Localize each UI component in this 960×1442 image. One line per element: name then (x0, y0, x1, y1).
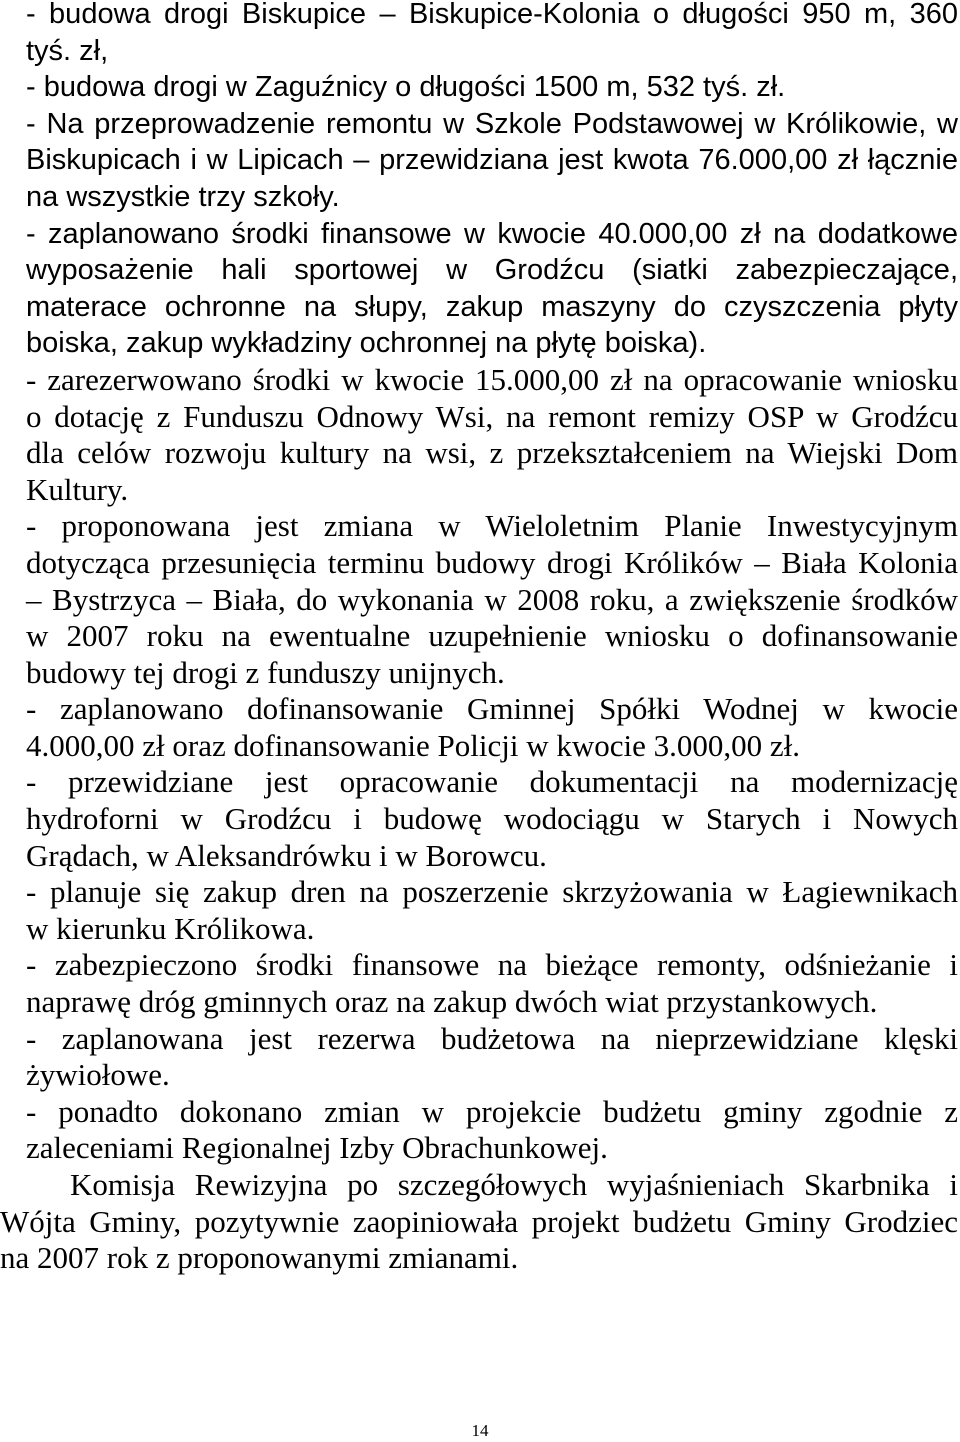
page-number: 14 (471, 1421, 489, 1440)
text-line: na wszystkie trzy szkoły. (26, 180, 340, 213)
text-line: żywiołowe. (26, 1057, 170, 1093)
paragraph-committee-conclusion (0, 1167, 958, 1277)
text-line: tyś. zł, (26, 34, 109, 67)
text-line: materace ochronne na słupy, zakup maszyny do czyszczenia płyty (26, 290, 958, 323)
text-line: Komisja Rewizyjna po szczegółowych wyjaśnieniach Skarbnika i (70, 1167, 958, 1202)
text-line: hydroforni w Grodźcu i budowę wodociągu w Starych i Nowych (26, 801, 958, 837)
text-line: dotycząca przesunięcia terminu budowy drogi Królików – Biała Kolonia (26, 544, 958, 580)
paragraph-drains (26, 874, 958, 947)
text-line: - zaplanowano dofinansowanie Gminnej Spółki Wodnej w kwocie (26, 691, 958, 727)
text-line: Biskupicach i w Lipicach – przewidziana jest kwota 76.000,00 zł łącznie (26, 144, 958, 177)
text-line: - zarezerwowano środki w kwocie 15.000,00 zł na opracowanie wniosku (26, 361, 958, 397)
text-line: - proponowana jest zmiana w Wieloletnim Planie Inwestycyjnym (26, 508, 958, 544)
text-line: - przewidziane jest opracowanie dokumentacji na modernizację (26, 764, 958, 800)
text-line: - Na przeprowadzenie remontu w Szkole Podstawowej w Królikowie, w (26, 107, 958, 140)
text-line: wyposażenie hali sportowej w Grodźcu (siatki zabezpieczające, (26, 254, 958, 287)
text-line: Kultury. (26, 471, 129, 507)
paragraph-village-fund (26, 362, 958, 508)
text-line: - planuje się zakup dren na poszerzenie skrzyżowania w Łagiewnikach (26, 874, 958, 910)
text-line: boiska, zakup wykładziny ochronnej na płytę boiska). (26, 327, 707, 360)
text-line: dla celów rozwoju kultury na wsi, z przekształceniem na Wiejski Dom (26, 435, 958, 471)
text-line: - zaplanowano środki finansowe w kwocie 40.000,00 zł na dodatkowe (26, 217, 958, 250)
text-line: naprawę dróg gminnych oraz na zakup dwóch wiat przystankowych. (26, 984, 878, 1020)
paragraph-hydrophore (26, 764, 958, 874)
paragraph-investment-plan (26, 508, 958, 691)
text-line: zaleceniami Regionalnej Izby Obrachunkowej. (26, 1130, 608, 1166)
text-line: w kierunku Królikowa. (26, 910, 315, 946)
text-line: – Bystrzyca – Biała, do wykonania w 2008 roku, a zwiększenie środków (26, 581, 958, 617)
text-line: budowy tej drogi z funduszy unijnych. (26, 654, 505, 690)
text-line: - budowa drogi w Zaguźnicy o długości 1500 m, 532 tyś. zł. (26, 71, 786, 104)
text-line: - ponadto dokonano zmian w projekcie budżetu gminy zgodnie z (26, 1093, 958, 1129)
paragraph-school-renovation (26, 106, 958, 216)
paragraph-road-repairs (26, 947, 958, 1020)
text-line: Wójta Gminy, pozytywnie zaopiniowała projekt budżetu Gminy Grodziec (0, 1203, 958, 1239)
paragraph-rio-changes (26, 1094, 958, 1167)
text-line: o dotację z Funduszu Odnowy Wsi, na remont remizy OSP w Grodźcu (26, 398, 958, 434)
text-line: - budowa drogi Biskupice – Biskupice-Kolonia o długości 950 m, 360 (26, 0, 958, 30)
paragraph-road-biskupice (26, 0, 958, 69)
paragraph-road-zaguznica (26, 69, 958, 106)
text-line: w 2007 roku na ewentualne uzupełnienie wniosku o dofinansowanie (26, 618, 958, 654)
paragraph-reserve (26, 1021, 958, 1094)
paragraph-sports-hall (26, 216, 958, 362)
text-line: Grądach, w Aleksandrówku i w Borowcu. (26, 837, 547, 873)
text-line: na 2007 rok z proponowanymi zmianami. (0, 1240, 519, 1276)
text-line: - zaplanowana jest rezerwa budżetowa na nieprzewidziane klęski (26, 1020, 958, 1056)
text-line: - zabezpieczono środki finansowe na bieżące remonty, odśnieżanie i (26, 947, 958, 983)
text-line: 4.000,00 zł oraz dofinansowanie Policji w kwocie 3.000,00 zł. (26, 727, 800, 763)
paragraph-water-company (26, 691, 958, 764)
